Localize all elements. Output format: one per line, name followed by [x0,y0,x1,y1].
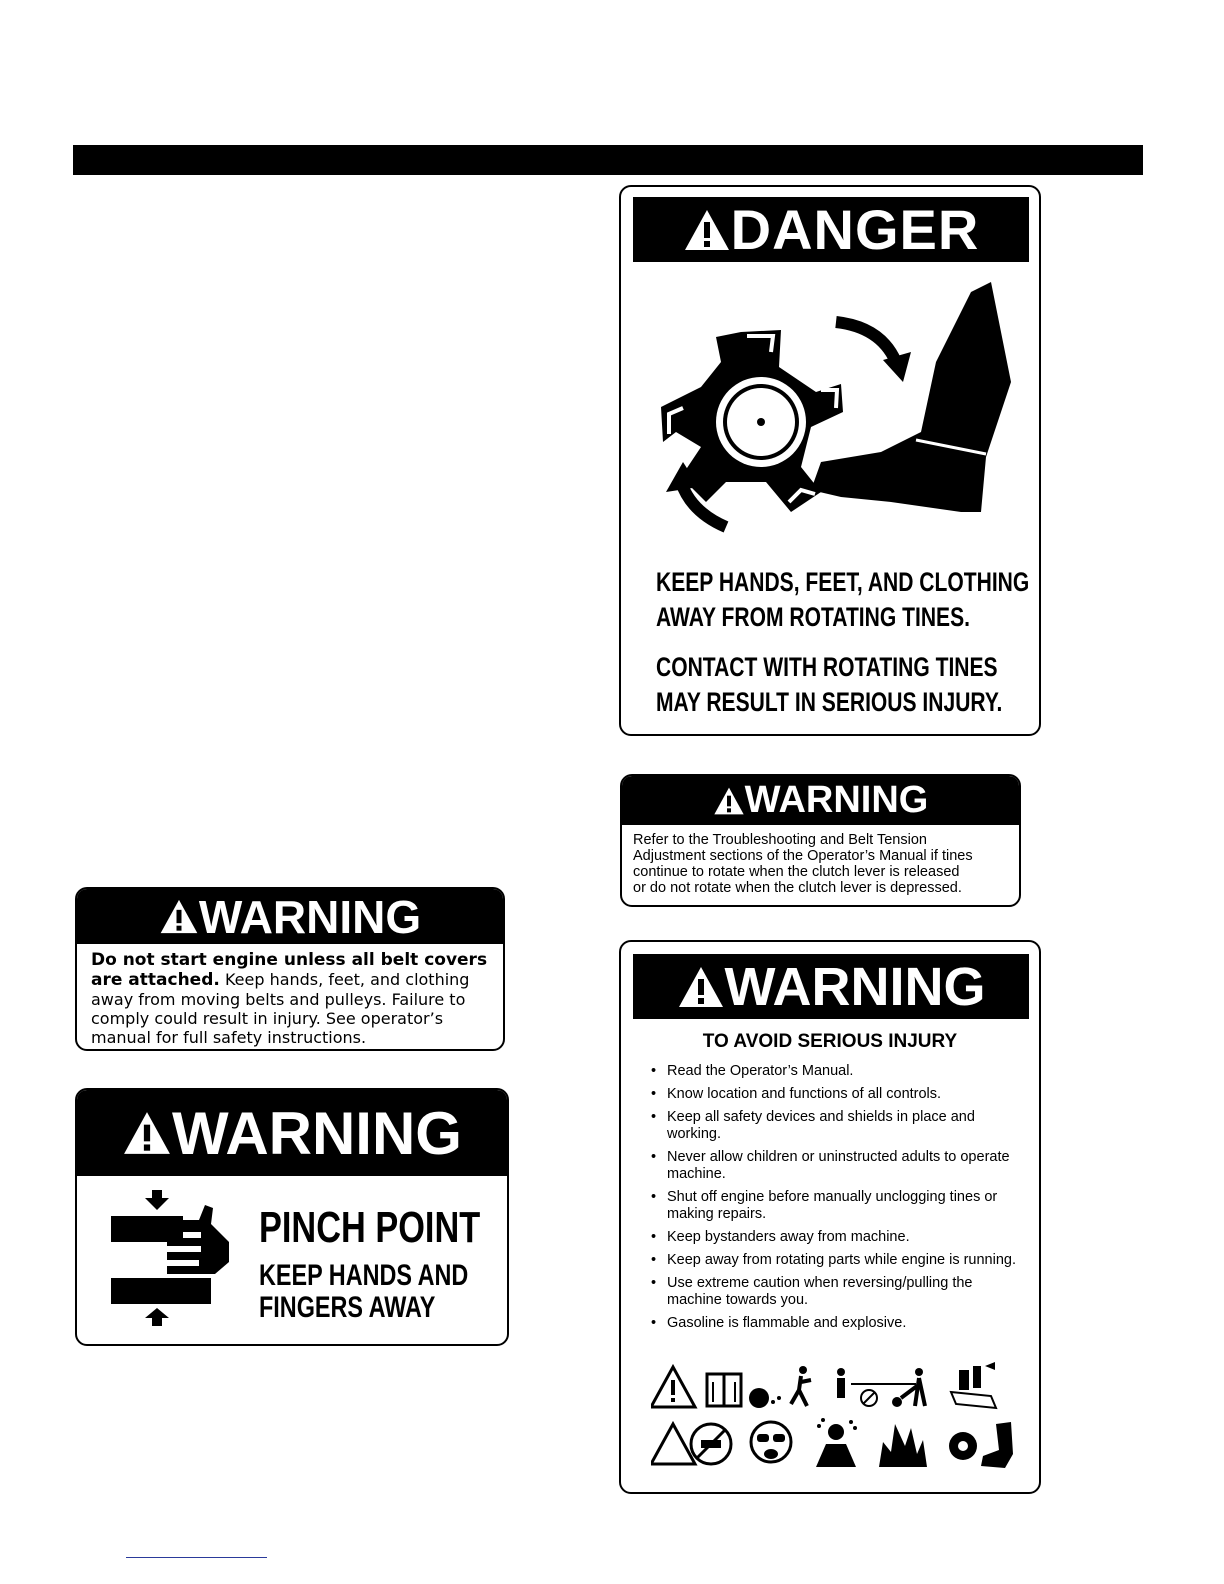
list-item: • Know location and functions of all controls. [651,1086,1026,1103]
rotating-tines-foot-icon [641,282,1021,562]
no-hands-warning-icon [651,1424,731,1464]
warning-subtitle: TO AVOID SERIOUS INJURY [702,1031,958,1052]
fire-icon [879,1424,927,1467]
safety-glasses-icon [751,1422,791,1462]
list-item: • Keep bystanders away from machine. [651,1229,1026,1246]
danger-text-block-1 [656,565,1029,635]
warning-banner [633,954,1029,1019]
danger-banner [633,197,1029,262]
warning-line: Adjustment sections of the Operator’s Manual if tines [633,848,973,864]
warning-line: or do not rotate when the clutch lever is depressed. [633,880,962,896]
pinch-point-title: PINCH POINT [259,1203,481,1252]
alert-triangle-icon [683,208,731,252]
warning-body [77,944,503,1047]
danger-label [619,185,1041,736]
warning-bold-text: Do not start engine unless all belt covers are attached. [91,950,488,990]
alert-triangle-icon [677,965,725,1009]
list-item: • Gasoline is flammable and explosive. [651,1315,1026,1332]
list-item: • Keep away from rotating parts while engine is running. [651,1252,1026,1269]
bystander-distance-icon [837,1368,925,1407]
warning-body [622,825,1019,896]
alert-triangle-icon [651,1367,695,1407]
danger-line: MAY RESULT IN SERIOUS INJURY. [656,687,1003,717]
warning-signal-word: WARNING [172,1099,462,1167]
list-item: • Read the Operator’s Manual. [651,1063,1026,1080]
manual-book-icon [707,1374,741,1406]
dust-hazard-icon [816,1418,857,1467]
warning-signal-word: WARNING [198,890,422,943]
alert-triangle-icon [159,898,199,935]
warning-belt-covers-label [75,887,505,1051]
warning-signal-word: WARNING [744,779,929,821]
warning-body-text: Keep hands, feet, and clothing away from moving belts and pulleys. Failure to comply could result in injury. See operator’s manual for full safety instructions. [91,970,470,1047]
pinch-point-hand-icon [107,1190,237,1330]
warning-banner [622,776,1019,825]
rotating-tines-foot-icon [949,1422,1013,1468]
danger-text-block-2 [656,650,1002,720]
warning-belt-tension-label [620,774,1021,907]
warning-avoid-injury-label [619,940,1041,1494]
pinch-line: FINGERS AWAY [259,1291,436,1324]
safety-instructions-list [651,1063,1026,1338]
warning-banner [77,889,503,944]
danger-signal-word: DANGER [730,198,980,261]
warning-line: continue to rotate when the clutch lever is released [633,864,960,880]
list-item: • Never allow children or uninstructed adults to operate machine. [651,1149,1026,1183]
warning-line: Refer to the Troubleshooting and Belt Tension [633,832,927,848]
danger-line: CONTACT WITH ROTATING TINES [656,652,998,682]
warning-banner [77,1090,507,1176]
maintenance-manual-icon [951,1362,996,1408]
list-item: • Shut off engine before manually unclogging tines or making repairs. [651,1189,1026,1223]
alert-triangle-icon [713,786,745,816]
list-item: • Keep all safety devices and shields in place and working. [651,1109,1026,1143]
footer-rule [126,1557,267,1558]
header-bar [73,145,1143,175]
list-item: • Use extreme caution when reversing/pulling the machine towards you. [651,1275,1026,1309]
danger-line: KEEP HANDS, FEET, AND CLOTHING [656,567,1030,597]
pinch-line: KEEP HANDS AND [259,1259,469,1292]
danger-line: AWAY FROM ROTATING TINES. [656,602,970,632]
warning-signal-word: WARNING [724,956,986,1017]
warning-pinch-point-label [75,1088,509,1346]
pinch-point-instructions [259,1260,468,1324]
alert-triangle-icon [122,1110,172,1156]
safety-pictograms [651,1362,1021,1477]
thrown-objects-icon [749,1366,811,1408]
